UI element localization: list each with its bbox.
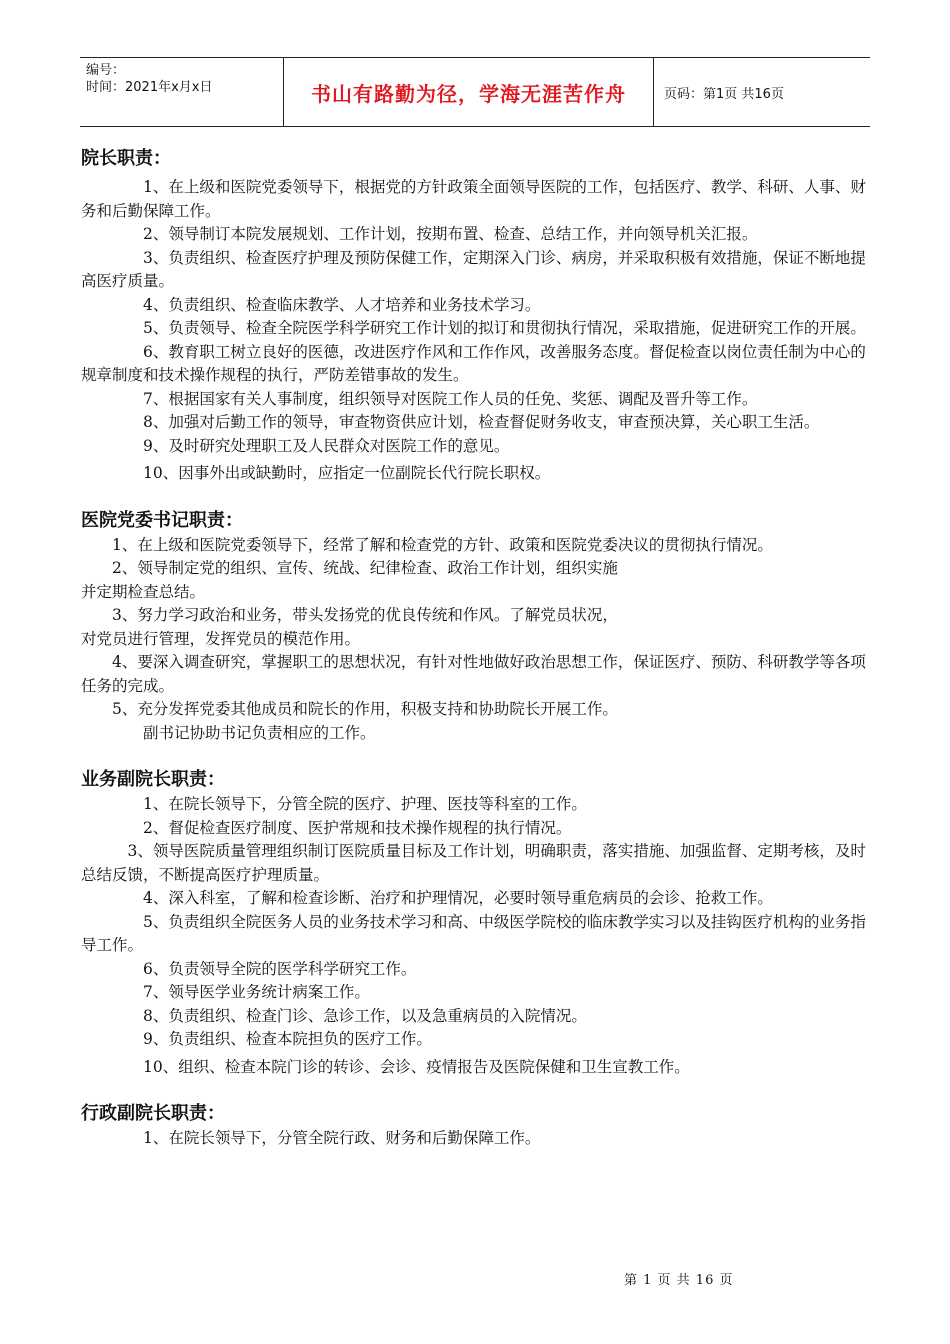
paragraph: 4、要深入调查研究，掌握职工的思想状况，有针对性地做好政治思想工作，保证医疗、预防、科研教学等各项任务的完成。 [81,653,866,695]
header-motto: 书山有路勤为径，学海无涯苦作舟 [284,58,654,126]
document-number-label: 编号： [86,63,126,78]
header-meta-cell [80,58,284,126]
section-title-admin-vice-president: 行政副院长职责： [81,1103,225,1124]
paragraph: 副书记协助书记负责相应的工作。 [143,723,376,742]
paragraph: 1、在院长领导下，分管全院的医疗、护理、医技等科室的工作。 [143,795,587,813]
paragraph: 5、负责领导、检查全院医学科学研究工作计划的拟订和贯彻执行情况，采取措施，促进研究工作的开展。 [143,319,866,337]
paragraph: 1、在上级和医院党委领导下，根据党的方针政策全面领导医院的工作，包括医疗、教学、科研、人事、财务和后勤保障工作。 [81,178,866,220]
paragraph: 7、领导医学业务统计病案工作。 [143,983,370,1001]
section-title-party-secretary: 医院党委书记职责： [81,509,243,531]
paragraph: 2、督促检查医疗制度、医护常规和技术操作规程的执行情况。 [143,818,572,837]
paragraph: 9、及时研究处理职工及人民群众对医院工作的意见。 [143,436,510,455]
paragraph: 4、负责组织、检查临床教学、人才培养和业务技术学习。 [143,295,541,314]
paragraph: 4、深入科室，了解和检查诊断、治疗和护理情况，必要时领导重危病员的会诊、抢救工作。 [143,889,773,907]
paragraph: 7、根据国家有关人事制度，组织领导对医院工作人员的任免、奖惩、调配及晋升等工作。 [143,389,758,408]
document-date-label: 时间：2021年x月x日 [86,80,213,95]
header-page-info: 页码：第1页 共16页 [664,86,784,102]
document-header [80,57,870,127]
paragraph: 9、负责组织、检查本院担负的医疗工作。 [143,1030,432,1048]
paragraph: 5、负责组织全院医务人员的业务技术学习和高、中级医学院校的临床教学实习以及挂钩医疗机构的业务指导工作。 [81,912,866,954]
paragraph: 2、领导制订本院发展规划、工作计划，按期布置、检查、总结工作，并向领导机关汇报。 [143,225,758,243]
paragraph: 1、在上级和医院党委领导下，经常了解和检查党的方针、政策和医院党委决议的贯彻执行情况。 [112,535,773,554]
paragraph: 8、加强对后勤工作的领导，审查物资供应计划，检查督促财务收支，审查预决算，关心职工生活。 [143,413,820,431]
paragraph: 6、负责领导全院的医学科学研究工作。 [143,959,417,978]
paragraph: 3、负责组织、检查医疗护理及预防保健工作，定期深入门诊、病房，并采取积极有效措施，保证不断地提高医疗质量。 [81,248,866,290]
paragraph: 10、因事外出或缺勤时，应指定一位副院长代行院长职权。 [143,464,551,482]
document-body [81,146,881,1151]
paragraph: 3、努力学习政治和业务，带头发扬党的优良传统和作风。了解党员状况， [112,606,618,624]
paragraph: 对党员进行管理，发挥党员的模范作用。 [81,629,361,648]
section-title-medical-vice-president: 业务副院长职责： [81,769,225,790]
section-title-president: 院长职责： [81,148,171,169]
paragraph: 8、负责组织、检查门诊、急诊工作，以及急重病员的入院情况。 [143,1006,587,1025]
paragraph: 10、组织、检查本院门诊的转诊、会诊、疫情报告及医院保健和卫生宣教工作。 [143,1057,690,1076]
page-footer: 第 1 页 共 16 页 [624,1273,734,1288]
paragraph: 2、领导制定党的组织、宣传、统战、纪律检查、政治工作计划，组织实施 [112,559,618,577]
paragraph: 3、领导医院质量管理组织制订医院质量目标及工作计划，明确职责，落实措施、加强监督、定期考核，及时总结反馈，不断提高医疗护理质量。 [81,842,866,884]
paragraph: 5、充分发挥党委其他成员和院长的作用，积极支持和协助院长开展工作。 [112,700,618,718]
paragraph: 6、教育职工树立良好的医德，改进医疗作风和工作作风，改善服务态度。督促检查以岗位责任制为中心的规章制度和技术操作规程的执行，严防差错事故的发生。 [81,342,866,384]
paragraph: 并定期检查总结。 [81,582,206,601]
paragraph: 1、在院长领导下，分管全院行政、财务和后勤保障工作。 [143,1129,541,1147]
